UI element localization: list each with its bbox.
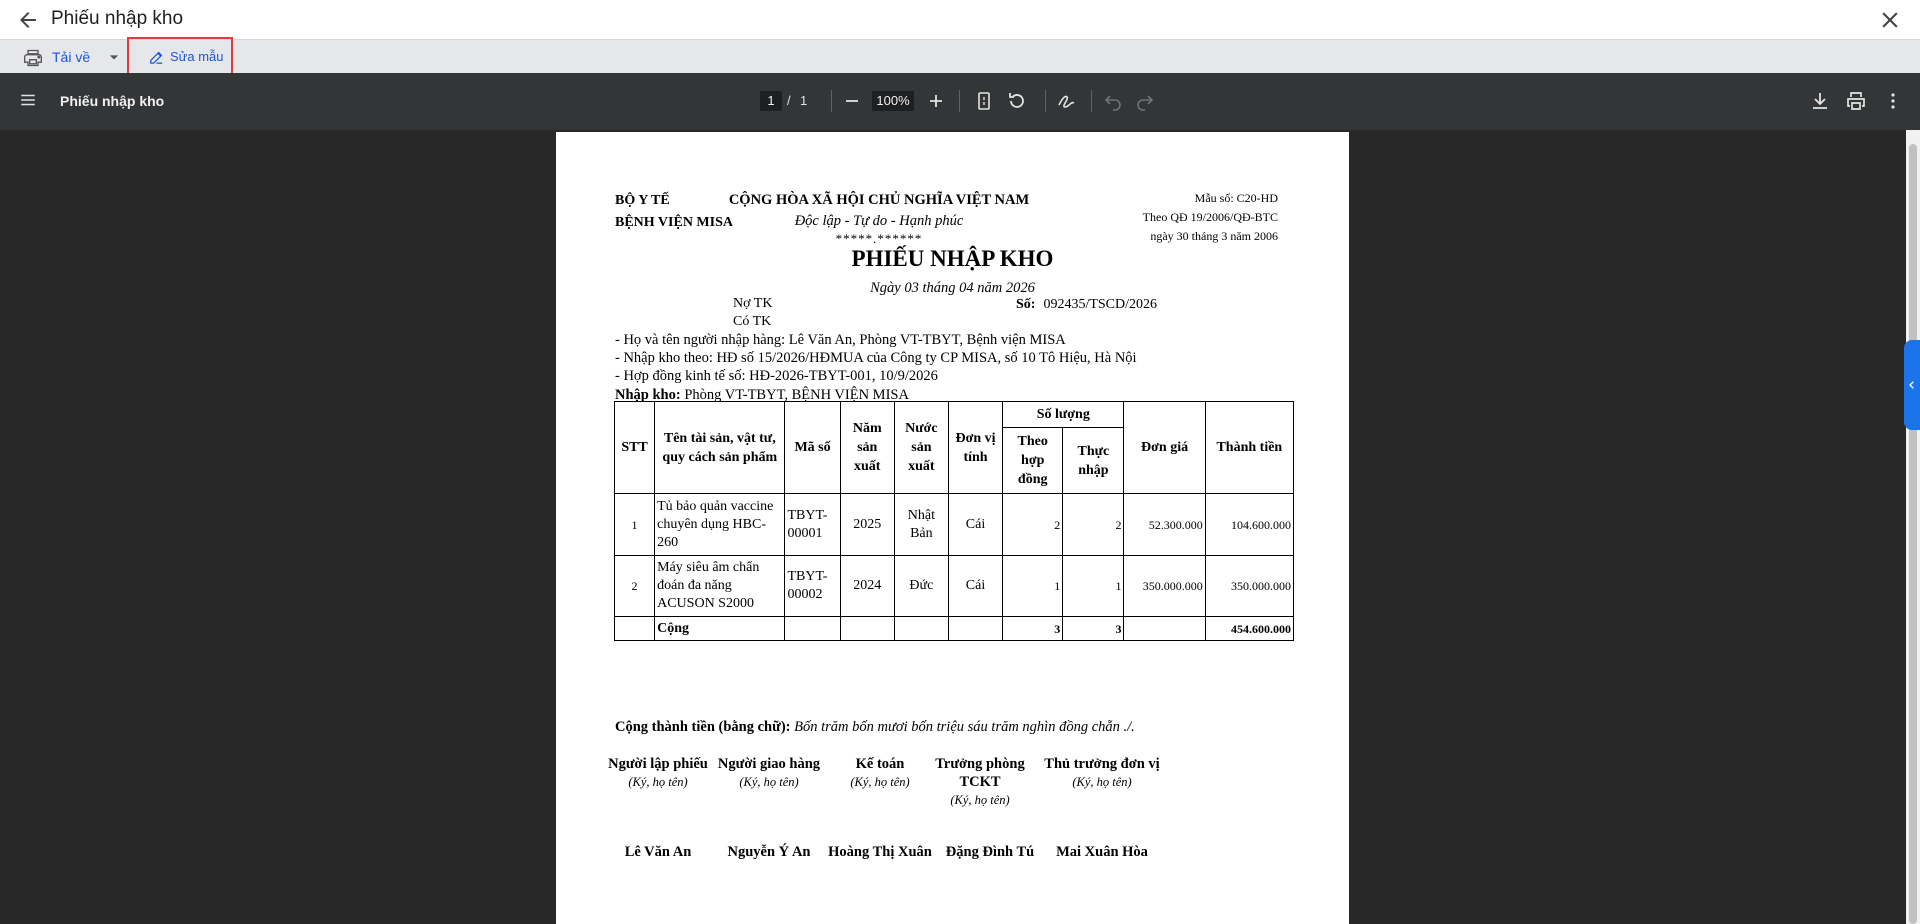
signer-name: Hoàng Thị Xuân bbox=[828, 844, 932, 860]
row-country: Nhật Bản bbox=[894, 494, 948, 556]
chevron-down-icon[interactable] bbox=[104, 47, 124, 67]
header-price: Đơn giá bbox=[1124, 402, 1205, 494]
row-qty-actual: 2 bbox=[1063, 494, 1124, 556]
signer-name: Nguyễn Ý An bbox=[727, 844, 811, 860]
import-basis-line: - Nhập kho theo: HĐ số 15/2026/HĐMUA của Công ty CP MISA, số 10 Tô Hiệu, Hà Nội bbox=[615, 350, 1137, 366]
document-number bbox=[1016, 296, 1157, 314]
document-title: PHIẾU NHẬP KHO bbox=[851, 246, 1054, 271]
org-hospital: BỆNH VIỆN MISA bbox=[615, 215, 733, 230]
divider bbox=[1091, 90, 1092, 112]
undo-icon[interactable] bbox=[1101, 89, 1125, 113]
form-decision: Theo QĐ 19/2006/QĐ-BTC bbox=[1142, 210, 1278, 224]
document-date: Ngày 03 tháng 04 năm 2026 bbox=[870, 280, 1035, 296]
total-empty bbox=[948, 617, 1002, 641]
side-panel-toggle[interactable] bbox=[1904, 340, 1920, 430]
edit-template-button[interactable] bbox=[127, 37, 233, 75]
zoom-input[interactable]: 100% bbox=[872, 91, 914, 111]
row-unit: Cái bbox=[948, 494, 1002, 556]
pdf-viewer-toolbar bbox=[0, 73, 1920, 130]
signature-hint: (Ký, họ tên) bbox=[739, 775, 799, 789]
document-number-label: Số: bbox=[1016, 297, 1036, 312]
pdf-viewer-canvas bbox=[0, 130, 1920, 924]
row-code: TBYT-00002 bbox=[785, 556, 840, 617]
signer-name: Lê Văn An bbox=[624, 844, 692, 860]
dialog-title: Phiếu nhập kho bbox=[51, 8, 184, 29]
header-quantity: Số lượng bbox=[1003, 402, 1124, 428]
amount-in-words-label: Cộng thành tiền (bằng chữ): bbox=[615, 719, 791, 735]
row-year: 2024 bbox=[840, 556, 894, 617]
download-icon[interactable] bbox=[1808, 89, 1832, 113]
document-page bbox=[556, 132, 1349, 924]
signature-hint: (Ký, họ tên) bbox=[1072, 775, 1132, 789]
form-decision-date: ngày 30 tháng 3 năm 2006 bbox=[1150, 229, 1278, 243]
row-unit: Cái bbox=[948, 556, 1002, 617]
header-stt: STT bbox=[615, 402, 655, 494]
annotate-icon[interactable] bbox=[1055, 89, 1079, 113]
row-qty-contract: 2 bbox=[1003, 494, 1063, 556]
total-amount: 454.600.000 bbox=[1205, 617, 1293, 641]
plus-icon[interactable] bbox=[924, 89, 948, 113]
table-row bbox=[615, 494, 1294, 556]
dialog-header bbox=[0, 0, 1920, 39]
row-amount: 104.600.000 bbox=[1205, 494, 1293, 556]
table-row bbox=[615, 556, 1294, 617]
signature-role: Người giao hàng bbox=[717, 756, 821, 772]
row-country: Đức bbox=[894, 556, 948, 617]
signature-role: Người lập phiếu bbox=[608, 756, 708, 772]
header-code: Mã số bbox=[785, 402, 840, 494]
debit-account: Nợ TK bbox=[733, 296, 773, 311]
row-qty-actual: 1 bbox=[1063, 556, 1124, 617]
menu-icon[interactable] bbox=[19, 91, 37, 109]
back-arrow-icon[interactable] bbox=[16, 8, 40, 32]
row-code: TBYT-00001 bbox=[785, 494, 840, 556]
edit-pencil-icon bbox=[148, 49, 165, 66]
header-name: Tên tài sản, vật tư, quy cách sản phẩm bbox=[655, 402, 785, 494]
form-number: Mẫu số: C20-HD bbox=[1194, 191, 1278, 205]
nation-motto: Độc lập - Tự do - Hạnh phúc bbox=[794, 213, 964, 229]
signature-hint: (Ký, họ tên) bbox=[950, 793, 1010, 807]
signer-name: Mai Xuân Hòa bbox=[1056, 844, 1148, 860]
row-name: Tủ bảo quản vaccine chuyên dụng HBC-260 bbox=[655, 494, 785, 556]
separator-stars: *****.****** bbox=[835, 231, 923, 246]
redo-icon[interactable] bbox=[1133, 89, 1157, 113]
scrollbar[interactable] bbox=[1906, 130, 1920, 924]
fit-page-icon[interactable] bbox=[972, 89, 996, 113]
scrollbar-thumb[interactable] bbox=[1909, 144, 1917, 924]
page-number-input[interactable]: 1 bbox=[760, 91, 782, 111]
table-total-row bbox=[615, 617, 1294, 641]
chevron-left-icon bbox=[1904, 377, 1920, 393]
warehouse-label: Nhập kho: bbox=[615, 387, 681, 403]
rotate-icon[interactable] bbox=[1005, 89, 1029, 113]
items-table bbox=[614, 401, 1294, 641]
nation-title: CỘNG HÒA XÃ HỘI CHỦ NGHĨA VIỆT NAM bbox=[728, 192, 1030, 208]
contract-line: - Hợp đồng kinh tế số: HĐ-2026-TBYT-001, 10/9/2026 bbox=[615, 368, 938, 384]
form-number-block bbox=[976, 189, 1278, 246]
total-stt bbox=[615, 617, 655, 641]
row-price: 350.000.000 bbox=[1124, 556, 1205, 617]
header-amount: Thành tiền bbox=[1205, 402, 1293, 494]
divider bbox=[959, 90, 960, 112]
more-vert-icon[interactable] bbox=[1881, 89, 1905, 113]
header-unit: Đơn vị tính bbox=[948, 402, 1002, 494]
signer-name: Đặng Đình Tú bbox=[945, 844, 1035, 860]
action-toolbar bbox=[0, 39, 1920, 74]
signature-role: Kế toán bbox=[855, 756, 905, 772]
row-amount: 350.000.000 bbox=[1205, 556, 1293, 617]
printer-icon bbox=[23, 48, 43, 68]
page-separator: / bbox=[787, 93, 791, 108]
total-qty-actual: 3 bbox=[1063, 617, 1124, 641]
signature-block bbox=[815, 755, 945, 791]
signature-role: Trưởng phòng TCKT bbox=[935, 756, 1025, 790]
row-price: 52.300.000 bbox=[1124, 494, 1205, 556]
download-label: Tải về bbox=[52, 49, 91, 65]
download-button[interactable] bbox=[10, 43, 124, 71]
header-qty-contract: Theo hợp đồng bbox=[1003, 428, 1063, 494]
close-icon[interactable] bbox=[1877, 7, 1903, 33]
warehouse-value: Phòng VT-TBYT, BỆNH VIỆN MISA bbox=[684, 387, 909, 403]
total-empty bbox=[894, 617, 948, 641]
minus-icon[interactable] bbox=[840, 89, 864, 113]
total-empty bbox=[785, 617, 840, 641]
signature-block bbox=[930, 755, 1030, 809]
amount-in-words bbox=[615, 717, 1135, 737]
signature-hint: (Ký, họ tên) bbox=[628, 775, 688, 789]
total-empty bbox=[1124, 617, 1205, 641]
signature-hint: (Ký, họ tên) bbox=[850, 775, 910, 789]
amount-in-words-value: Bốn trăm bốn mươi bốn triệu sáu trăm nghìn đồng chẵn ./. bbox=[794, 719, 1135, 735]
total-qty-contract: 3 bbox=[1003, 617, 1063, 641]
row-qty-contract: 1 bbox=[1003, 556, 1063, 617]
row-year: 2025 bbox=[840, 494, 894, 556]
receiver-line: - Họ và tên người nhập hàng: Lê Văn An, Phòng VT-TBYT, Bệnh viện MISA bbox=[615, 332, 1066, 348]
header-year: Năm sản xuất bbox=[840, 402, 894, 494]
edit-template-label: Sửa mẫu bbox=[170, 49, 224, 64]
total-empty bbox=[840, 617, 894, 641]
total-label: Cộng bbox=[655, 617, 785, 641]
print-icon[interactable] bbox=[1844, 89, 1868, 113]
row-name: Máy siêu âm chẩn đoán đa năng ACUSON S2000 bbox=[655, 556, 785, 617]
row-stt: 1 bbox=[615, 494, 655, 556]
org-ministry: BỘ Y TẾ bbox=[615, 193, 670, 208]
signature-block bbox=[1032, 755, 1172, 791]
credit-account: Có TK bbox=[733, 314, 772, 329]
row-stt: 2 bbox=[615, 556, 655, 617]
viewer-doc-title: Phiếu nhập kho bbox=[60, 93, 165, 109]
document-number-value: 092435/TSCD/2026 bbox=[1043, 297, 1158, 312]
divider bbox=[831, 90, 832, 112]
header-qty-actual: Thực nhập bbox=[1063, 428, 1124, 494]
page-total: 1 bbox=[800, 93, 808, 108]
header-country: Nước sản xuất bbox=[894, 402, 948, 494]
signature-role: Thủ trưởng đơn vị bbox=[1044, 756, 1160, 772]
divider bbox=[1045, 90, 1046, 112]
